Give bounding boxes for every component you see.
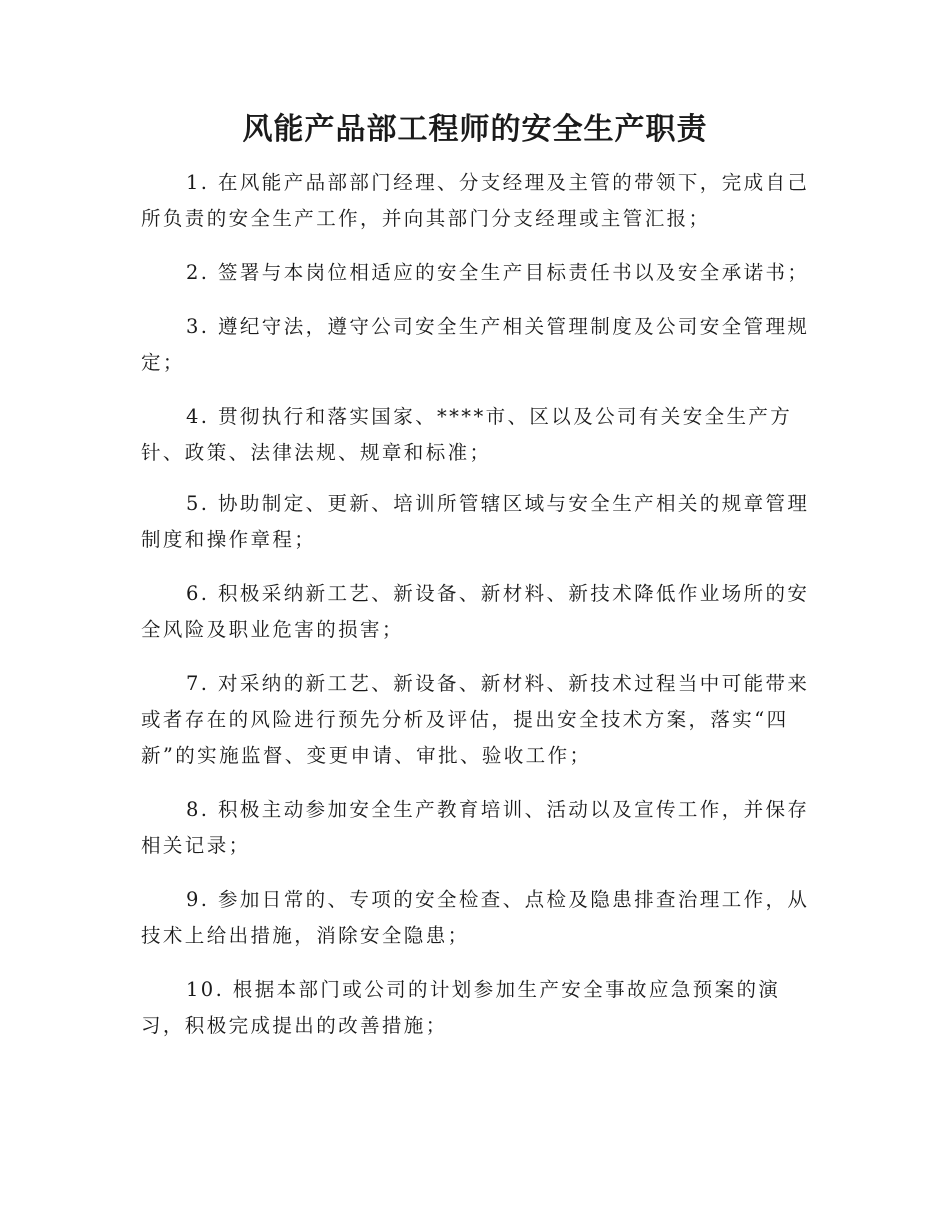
duty-item-4-line-2: 针、政策、法律法规、规章和标准；: [141, 441, 492, 464]
duty-item-2-line-1: 2. 签署与本岗位相适应的安全生产目标责任书以及安全承诺书；: [186, 261, 810, 284]
duty-item-8-line-1: 8. 积极主动参加安全生产教育培训、活动以及宣传工作，并保存: [186, 798, 810, 821]
duty-item-10-line-1: 10. 根据本部门或公司的计划参加生产安全事故应急预案的演: [186, 978, 781, 1001]
duty-item-4-line-1: 4. 贯彻执行和落实国家、****市、区以及公司有关安全生产方: [186, 405, 793, 428]
duty-item-9-line-1: 9. 参加日常的、专项的安全检查、点检及隐患排查治理工作，从: [186, 888, 810, 911]
duty-item-6-line-1: 6. 积极采纳新工艺、新设备、新材料、新技术降低作业场所的安: [186, 582, 810, 605]
duty-item-5-line-1: 5. 协助制定、更新、培训所管辖区域与安全生产相关的规章管理: [186, 492, 810, 515]
duty-item-10-line-2: 习，积极完成提出的改善措施；: [141, 1014, 448, 1037]
duty-item-1-line-1: 1. 在风能产品部部门经理、分支经理及主管的带领下，完成自己: [186, 171, 810, 194]
page-title: 风能产品部工程师的安全生产职责: [242, 112, 708, 147]
duty-item-7-line-2: 或者存在的风险进行预先分析及评估，提出安全技术方案，落实“四: [141, 708, 789, 731]
duty-item-3-line-2: 定；: [141, 351, 185, 374]
duty-item-3-line-1: 3. 遵纪守法，遵守公司安全生产相关管理制度及公司安全管理规: [186, 315, 810, 338]
duty-item-1-line-2: 所负责的安全生产工作，并向其部门分支经理或主管汇报；: [141, 207, 711, 230]
duty-item-7-line-1: 7. 对采纳的新工艺、新设备、新材料、新技术过程当中可能带来: [186, 672, 810, 695]
duty-item-6-line-2: 全风险及职业危害的损害；: [141, 618, 404, 641]
duty-item-9-line-2: 技术上给出措施，消除安全隐患；: [141, 924, 470, 947]
duty-item-7-line-3: 新”的实施监督、变更申请、审批、验收工作；: [141, 744, 592, 767]
duty-item-8-line-2: 相关记录；: [141, 834, 251, 857]
duty-item-5-line-2: 制度和操作章程；: [141, 528, 317, 551]
